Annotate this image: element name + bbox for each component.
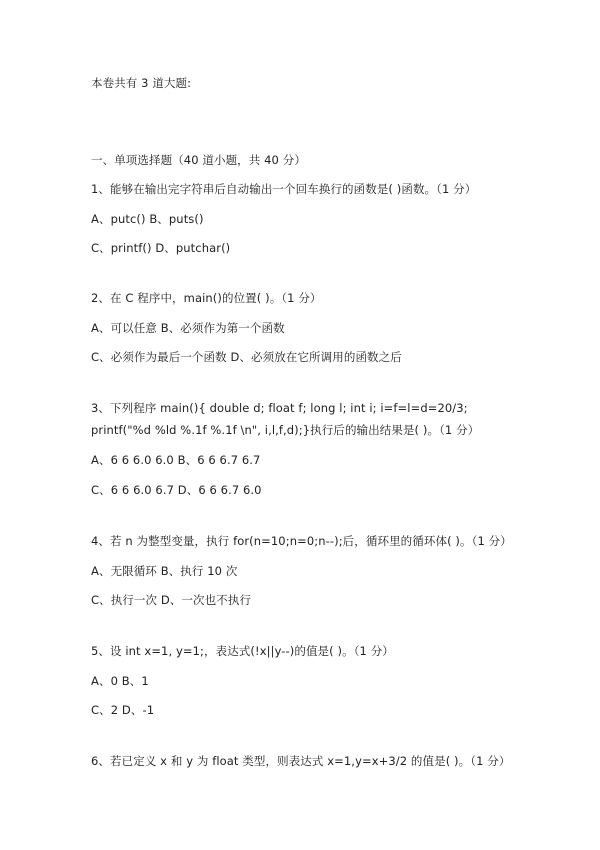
question-4-option-cd: C、执行一次 D、一次也不执行: [91, 593, 252, 607]
question-5-option-ab: A、0 B、1: [91, 674, 149, 688]
question-5-option-cd: C、2 D、-1: [91, 703, 155, 717]
exam-intro: 本卷共有 3 道大题:: [91, 76, 192, 90]
question-3-stem: 3、下列程序 main(){ double d; float f; long l; int i; i=f=l=d=20/3;: [91, 401, 468, 415]
question-6-stem: 6、若已定义 x 和 y 为 float 类型，则表达式 x=1,y=x+3/2 的值是( )。（1 分）: [91, 754, 511, 768]
question-1-option-ab: A、putc() B、puts(): [91, 212, 204, 226]
question-3-option-cd: C、6 6 6.0 6.7 D、6 6 6.7 6.0: [91, 483, 262, 497]
question-5-stem: 5、设 int x=1, y=1;，表达式(!x||y--)的值是( )。（1 分）: [91, 644, 394, 658]
question-2-option-cd: C、必须作为最后一个函数 D、必须放在它所调用的函数之后: [91, 350, 402, 364]
section-title: 一、单项选择题（40 道小题，共 40 分）: [91, 153, 306, 167]
question-4-option-ab: A、无限循环 B、执行 10 次: [91, 564, 238, 578]
question-2-stem: 2、在 C 程序中，main()的位置( )。（1 分）: [91, 291, 322, 305]
question-2-option-ab: A、可以任意 B、必须作为第一个函数: [91, 321, 285, 335]
question-1-option-cd: C、printf() D、putchar(): [91, 241, 231, 255]
question-3-stem-continued: printf("%d %ld %.1f %.1f \n", i,l,f,d);}执行后的输出结果是( )。（1 分）: [91, 423, 480, 437]
question-4-stem: 4、若 n 为整型变量，执行 for(n=10;n=0;n--);后，循环里的循环体( )。（1 分）: [91, 534, 512, 548]
question-3-option-ab: A、6 6 6.0 6.0 B、6 6 6.7 6.7: [91, 453, 261, 467]
question-1-stem: 1、能够在输出完字符串后自动输出一个回车换行的函数是( )函数。（1 分）: [91, 182, 477, 196]
